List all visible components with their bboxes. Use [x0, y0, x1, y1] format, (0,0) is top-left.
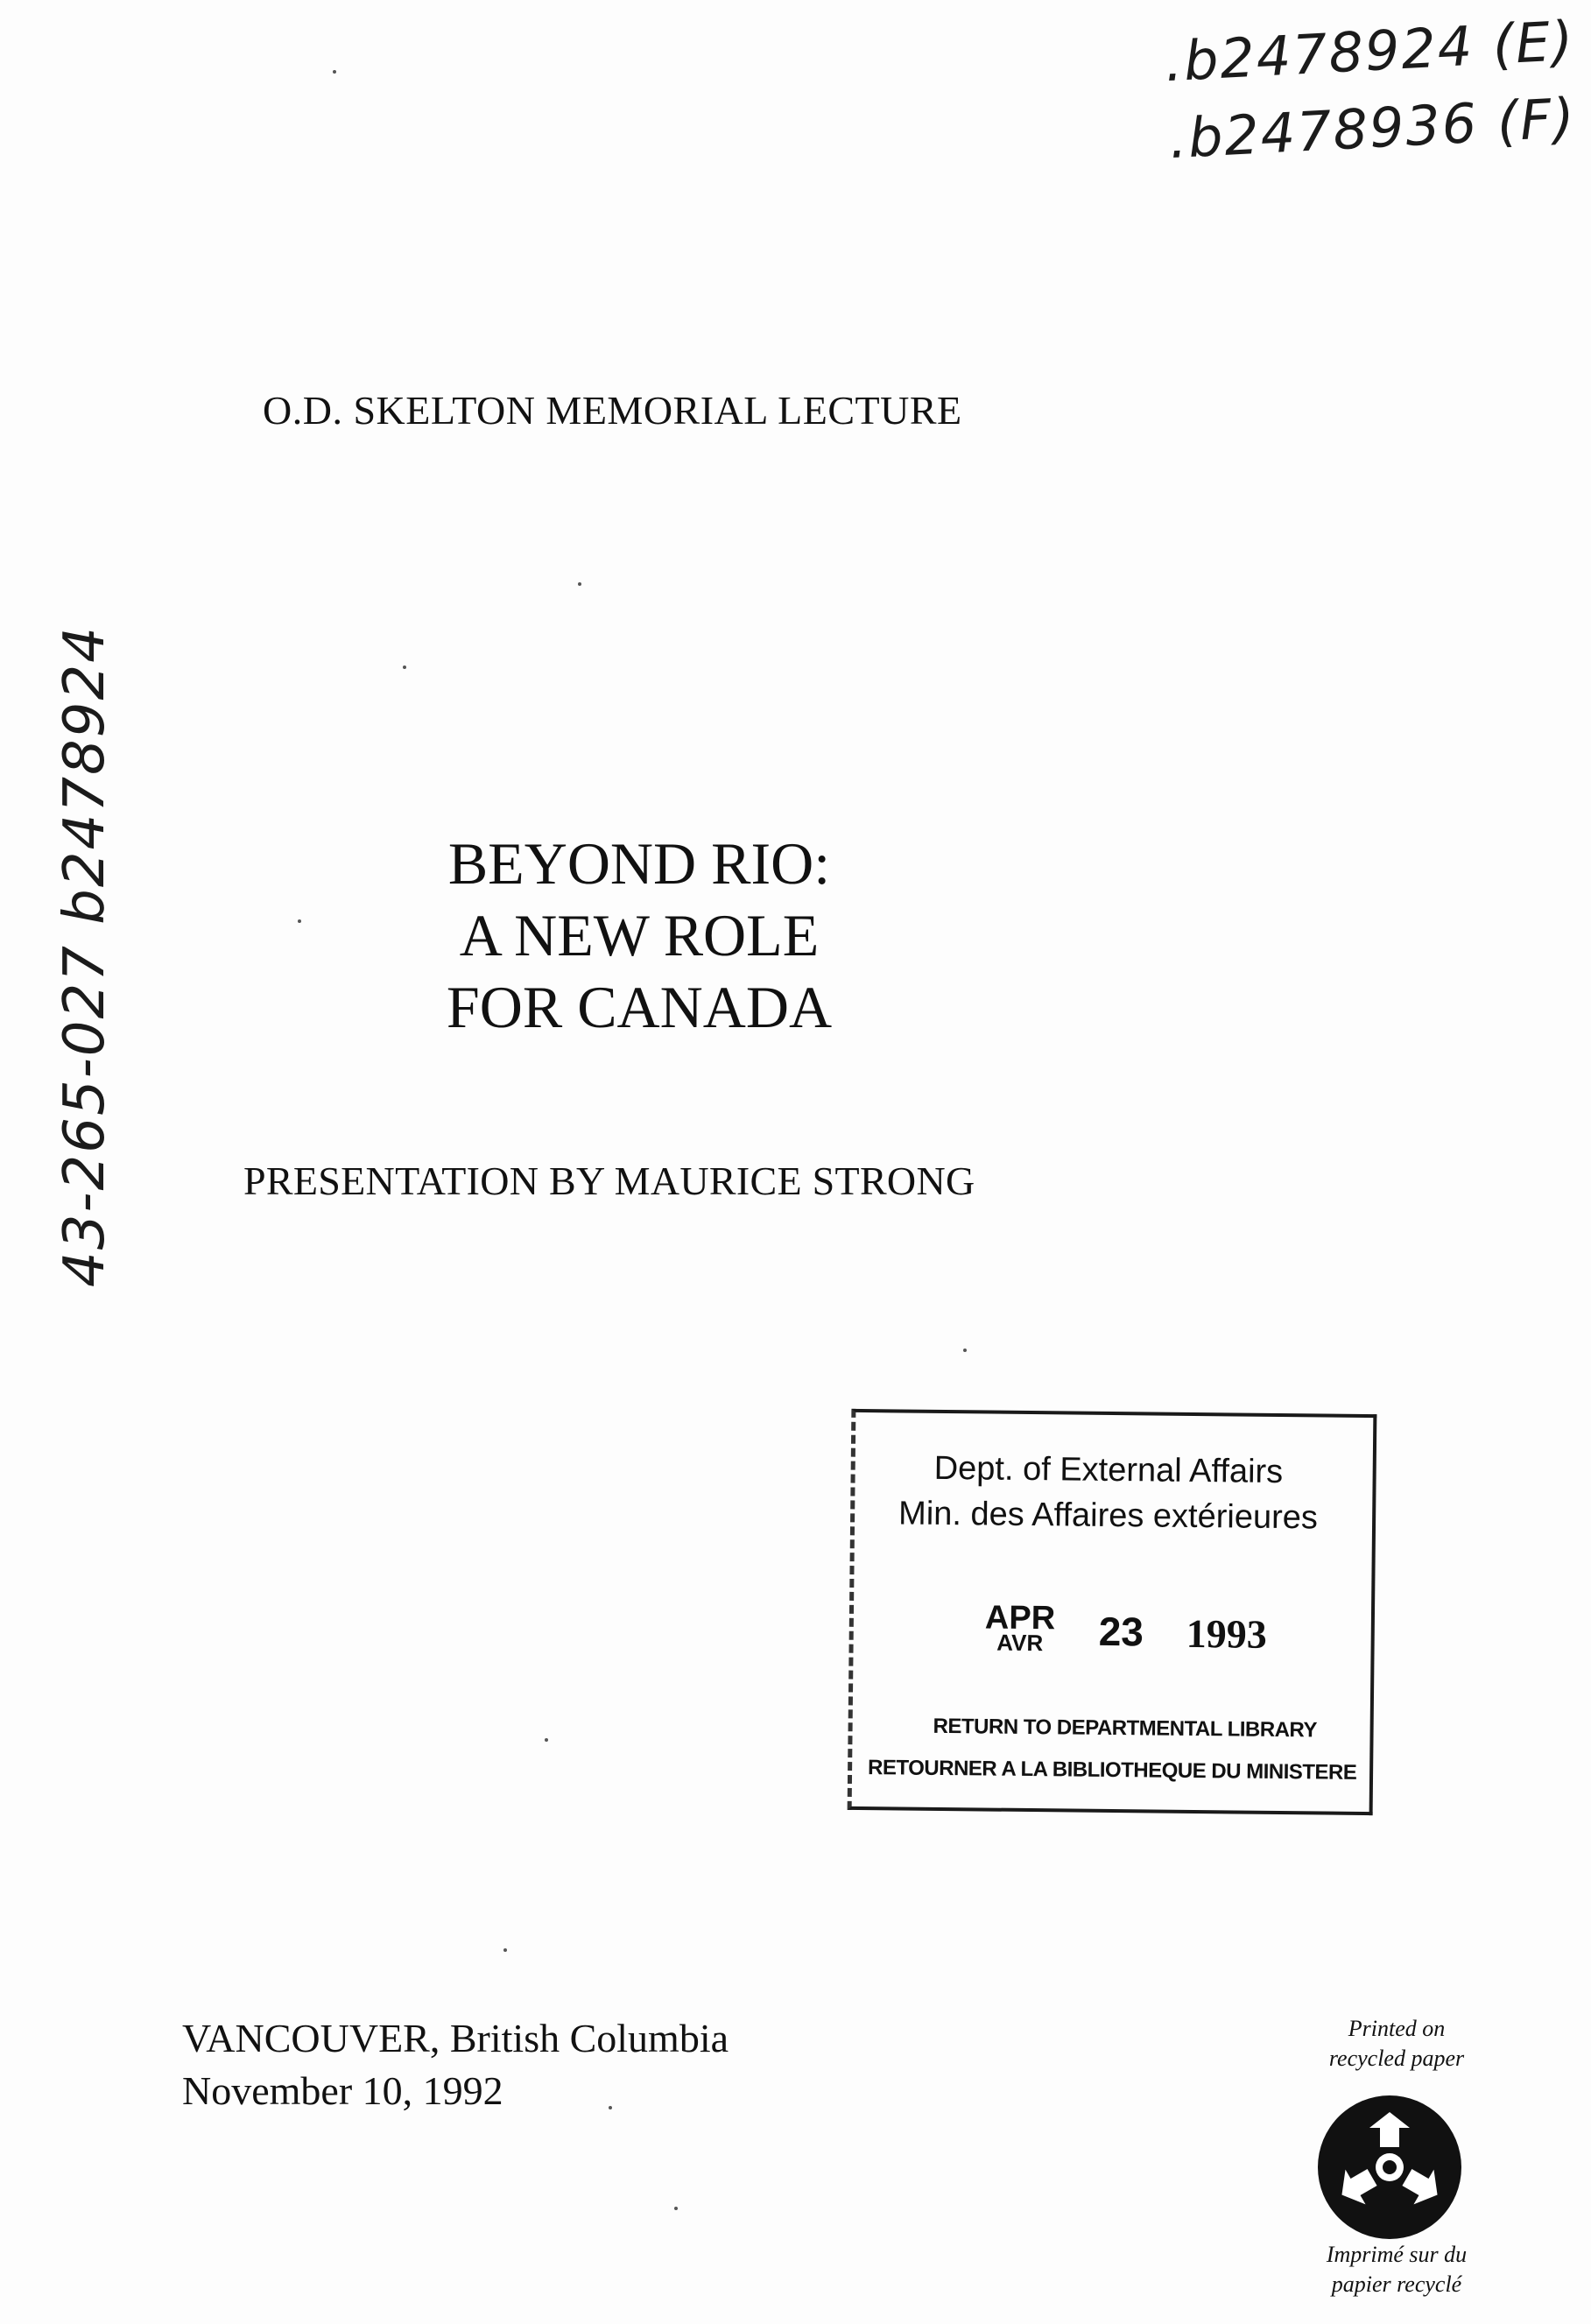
- handwritten-side-note: 43-265-027 b2478924: [53, 625, 117, 1287]
- recycled-note-french: [1292, 2240, 1502, 2299]
- lecture-title: [350, 827, 928, 1043]
- scan-speck: [503, 1948, 507, 1952]
- recycled-note-english-line-2: recycled paper: [1328, 2046, 1465, 2071]
- title-line-2: A NEW ROLE: [459, 902, 820, 968]
- stamp-return-english: RETURN TO DEPARTMENTAL LIBRARY: [933, 1714, 1318, 1743]
- scan-speck: [674, 2207, 678, 2210]
- title-line-3: FOR CANADA: [446, 974, 833, 1040]
- scan-speck: [578, 582, 581, 586]
- stamp-month-french: AVR: [996, 1629, 1044, 1657]
- stamp-month: [984, 1599, 1056, 1657]
- recycled-note-french-line-1: Imprimé sur du: [1326, 2242, 1468, 2267]
- location-and-date: [182, 2012, 729, 2117]
- presenter-line: PRESENTATION BY MAURICE STRONG: [243, 1158, 975, 1203]
- scan-speck: [298, 919, 301, 923]
- location-city: VANCOUVER, British Columbia: [182, 2016, 729, 2060]
- stamp-department-english: Dept. of External Affairs: [933, 1449, 1284, 1491]
- stamp-day: 23: [1098, 1608, 1144, 1655]
- scan-speck: [403, 666, 406, 669]
- recycled-note-french-line-2: papier recyclé: [1331, 2271, 1462, 2297]
- lecture-heading: O.D. SKELTON MEMORIAL LECTURE: [263, 388, 962, 433]
- handwritten-reference-english: .b2478924 (E): [1163, 8, 1577, 95]
- scan-speck: [333, 70, 336, 74]
- stamp-year: 1993: [1186, 1610, 1268, 1657]
- scan-speck: [963, 1349, 967, 1352]
- title-line-1: BEYOND RIO:: [447, 830, 831, 897]
- lecture-date: November 10, 1992: [182, 2068, 503, 2113]
- scan-speck: [545, 1738, 548, 1742]
- stamp-return-french: RETOURNER A LA BIBLIOTHEQUE DU MINISTERE: [867, 1756, 1357, 1785]
- recycle-icon: [1315, 2093, 1464, 2242]
- handwritten-reference-french: .b2478936 (F): [1167, 85, 1578, 172]
- library-date-stamp: [848, 1409, 1377, 1815]
- stamp-department-french: Min. des Affaires extérieures: [898, 1495, 1319, 1537]
- recycled-note-english: [1292, 2014, 1502, 2074]
- stamp-month-english: APR: [984, 1599, 1056, 1637]
- recycled-note-english-line-1: Printed on: [1348, 2016, 1446, 2041]
